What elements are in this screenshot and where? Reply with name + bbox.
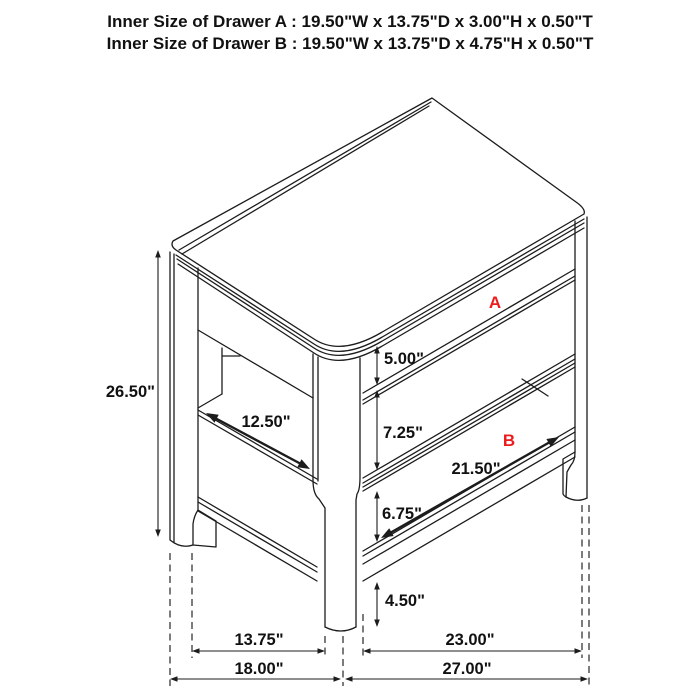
dim-label-drawer-b-width: 21.50" bbox=[451, 460, 501, 478]
left-leg bbox=[170, 252, 216, 547]
dim-label-front-leg-span: 23.00" bbox=[445, 631, 495, 649]
dim-overall-height bbox=[106, 250, 161, 537]
front-leg bbox=[313, 354, 360, 631]
dim-side-leg-span bbox=[192, 631, 325, 654]
spec-line-drawer-a: Inner Size of Drawer A : 19.50"W x 13.75"D x 3.00"H x 0.50"T bbox=[107, 12, 593, 31]
dim-label-side-leg-span: 13.75" bbox=[234, 631, 284, 649]
dim-label-overall-depth: 18.00" bbox=[234, 660, 284, 678]
dim-overall-depth bbox=[170, 660, 341, 682]
dim-side-shelf-width bbox=[206, 413, 310, 469]
dim-front-leg-span bbox=[363, 631, 582, 654]
dim-label-overall-width: 27.00" bbox=[442, 660, 492, 678]
drawer-a-bottom-edge bbox=[363, 269, 575, 393]
drawer-a-label: A bbox=[488, 293, 502, 312]
dim-label-drawer-b-height: 6.75" bbox=[382, 505, 422, 523]
tabletop bbox=[172, 98, 584, 360]
dim-label-floor-clearance: 4.50" bbox=[385, 592, 425, 610]
dim-floor-clearance bbox=[374, 582, 425, 627]
dim-label-overall-height: 26.50" bbox=[105, 383, 155, 401]
right-foot bbox=[566, 497, 587, 500]
dim-open-shelf-height bbox=[374, 390, 423, 470]
drawer-a-side-bottom-edge bbox=[198, 330, 313, 398]
dim-overall-width bbox=[345, 660, 588, 682]
dim-label-drawer-a-height: 5.00" bbox=[384, 350, 424, 368]
drawer-b-label: B bbox=[502, 431, 516, 450]
front-foot bbox=[325, 627, 356, 631]
dim-label-open-shelf-height: 7.25" bbox=[383, 424, 423, 442]
dim-label-side-shelf-width: 12.50" bbox=[241, 413, 291, 431]
spec-line-drawer-b: Inner Size of Drawer B : 19.50"W x 13.75"D x 4.75"H x 0.50"T bbox=[106, 34, 594, 53]
